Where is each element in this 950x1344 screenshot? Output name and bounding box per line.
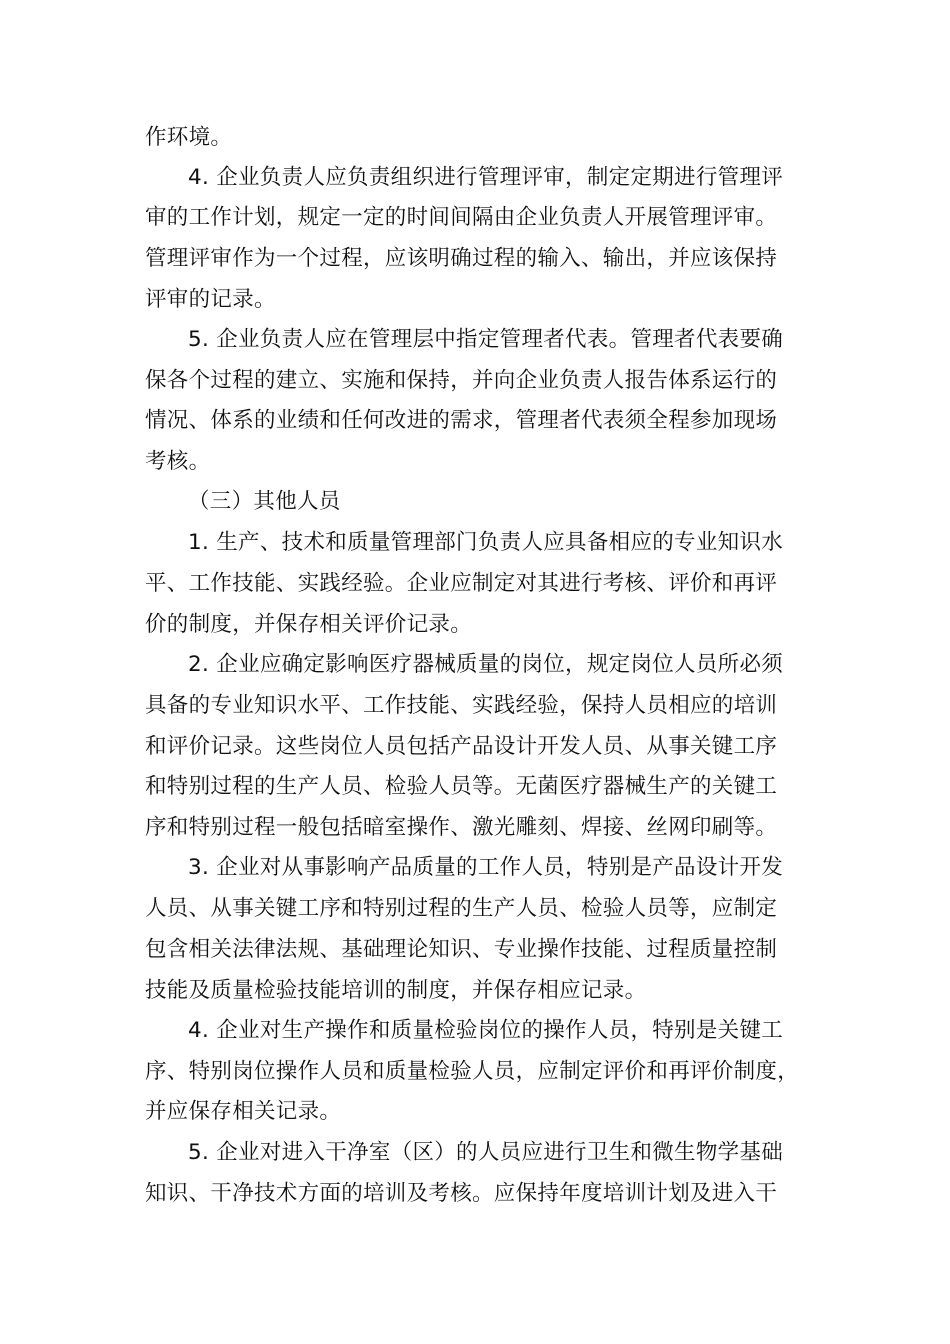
text-line: 保各个过程的建立、实施和保持，并向企业负责人报告体系运行的 — [145, 368, 778, 393]
text-line: 作环境。 — [145, 125, 233, 150]
paragraph-line: 4. 企业负责人应负责组织进行管理评审，制定定期进行管理评 — [188, 165, 784, 190]
paragraph-line: 3. 企业对从事影响产品质量的工作人员，特别是产品设计开发 — [188, 855, 784, 880]
text-line: 技能及质量检验技能培训的制度，并保存相应记录。 — [145, 978, 647, 1003]
text-line: 序、特别岗位操作人员和质量检验人员，应制定评价和再评价制度， — [145, 1059, 800, 1084]
text-line: 并应保存相关记录。 — [145, 1099, 342, 1124]
paragraph-line: 2. 企业应确定影响医疗器械质量的岗位，规定岗位人员所必须 — [188, 652, 784, 677]
text-line: 和评价记录。这些岗位人员包括产品设计开发人员、从事关键工序 — [145, 734, 778, 759]
text-line: 评审的记录。 — [145, 287, 276, 312]
text-line: 价的制度，并保存相关评价记录。 — [145, 612, 473, 637]
text-line: 包含相关法律法规、基础理论知识、专业操作技能、过程质量控制 — [145, 937, 778, 962]
text-line: 人员、从事关键工序和特别过程的生产人员、检验人员等，应制定 — [145, 896, 778, 921]
text-line: 情况、体系的业绩和任何改进的需求，管理者代表须全程参加现场 — [145, 408, 778, 433]
paragraph-line: 1. 生产、技术和质量管理部门负责人应具备相应的专业知识水 — [188, 530, 784, 555]
paragraph-line: 5. 企业对进入干净室（区）的人员应进行卫生和微生物学基础 — [188, 1140, 784, 1165]
text-line: 具备的专业知识水平、工作技能、实践经验，保持人员相应的培训 — [145, 693, 778, 718]
text-line: 平、工作技能、实践经验。企业应制定对其进行考核、评价和再评 — [145, 571, 778, 596]
text-line: 知识、干净技术方面的培训及考核。应保持年度培训计划及进入干 — [145, 1181, 778, 1206]
text-line: 考核。 — [145, 449, 211, 474]
section-heading: （三）其他人员 — [188, 489, 341, 514]
paragraph-line: 4. 企业对生产操作和质量检验岗位的操作人员，特别是关键工 — [188, 1018, 784, 1043]
paragraph-line: 5. 企业负责人应在管理层中指定管理者代表。管理者代表要确 — [188, 327, 784, 352]
text-line: 序和特别过程一般包括暗室操作、激光雕刻、焊接、丝网印刷等。 — [145, 815, 778, 840]
text-line: 管理评审作为一个过程，应该明确过程的输入、输出，并应该保持 — [145, 246, 778, 271]
text-line: 审的工作计划，规定一定的时间间隔由企业负责人开展管理评审。 — [145, 205, 778, 230]
text-line: 和特别过程的生产人员、检验人员等。无菌医疗器械生产的关键工 — [145, 774, 778, 799]
